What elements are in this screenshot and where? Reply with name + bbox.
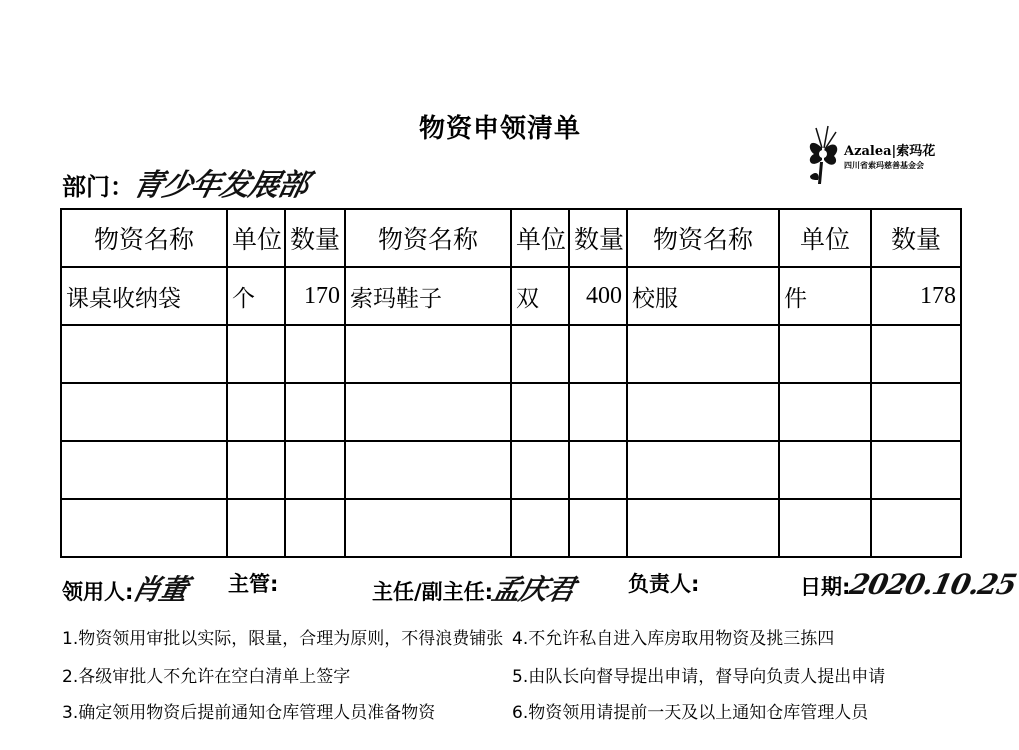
cell-unit: 件 [779,267,871,325]
department-line [62,160,311,204]
note-2: 2.各级审批人不允许在空白清单上签字 [62,667,351,687]
note-4: 4.不允许私自进入库房取用物资及挑三拣四 [512,629,835,649]
responsible-label: 负责人: [628,572,700,596]
cell-unit: 双 [511,267,569,325]
logo-subtitle: 四川省索玛慈善基金会 [844,161,924,170]
header-quantity-1: 数量 [285,209,345,267]
header-quantity-3: 数量 [871,209,961,267]
cell-quantity: 400 [569,267,627,325]
recipient-field [62,568,191,608]
department-handwritten-value: 青少年发展部 [129,168,311,203]
department-label: 部门： [62,173,134,201]
materials-table [60,208,962,558]
cell-item-name: 校服 [627,267,779,325]
note-3: 3.确定领用物资后提前通知仓库管理人员准备物资 [62,703,436,723]
director-signature: 孟庆君 [489,573,578,606]
cell-unit: 个 [227,267,285,325]
responsible-field [628,568,699,598]
note-1: 1.物资领用审批以实际，限量，合理为原则，不得浪费铺张 [62,629,504,649]
cell-item-name: 索玛鞋子 [345,267,511,325]
header-item-name-3: 物资名称 [627,209,779,267]
cell-quantity: 170 [285,267,345,325]
document-title: 物资申领清单 [418,114,581,144]
cell-quantity: 178 [871,267,961,325]
cell-item-name: 课桌收纳袋 [61,267,227,325]
header-item-name-2: 物资名称 [345,209,511,267]
director-field [372,568,578,608]
director-label: 主任/副主任: [372,580,494,604]
recipient-signature: 肖董 [129,573,191,606]
empty-table-row [61,441,961,499]
empty-table-row [61,499,961,557]
header-unit-3: 单位 [779,209,871,267]
azalea-flower-icon [800,118,844,188]
recipient-label: 领用人: [62,580,134,604]
supervisor-label: 主管: [228,572,279,596]
table-header-row [61,209,961,267]
header-unit-1: 单位 [227,209,285,267]
note-5: 5.由队长向督导提出申请，督导向负责人提出申请 [512,667,886,687]
logo-name: Azalea|索玛花 [844,144,936,159]
date-handwritten-value: 2020.10.25 [846,568,1019,601]
empty-table-row [61,325,961,383]
header-quantity-2: 数量 [569,209,627,267]
header-item-name-1: 物资名称 [61,209,227,267]
supervisor-field [228,568,278,598]
empty-table-row [61,383,961,441]
date-label: 日期: [800,575,851,599]
note-6: 6.物资领用请提前一天及以上通知仓库管理人员 [512,703,869,723]
date-field [800,568,1019,601]
table-row [61,267,961,325]
header-unit-2: 单位 [511,209,569,267]
foundation-logo [800,118,970,188]
